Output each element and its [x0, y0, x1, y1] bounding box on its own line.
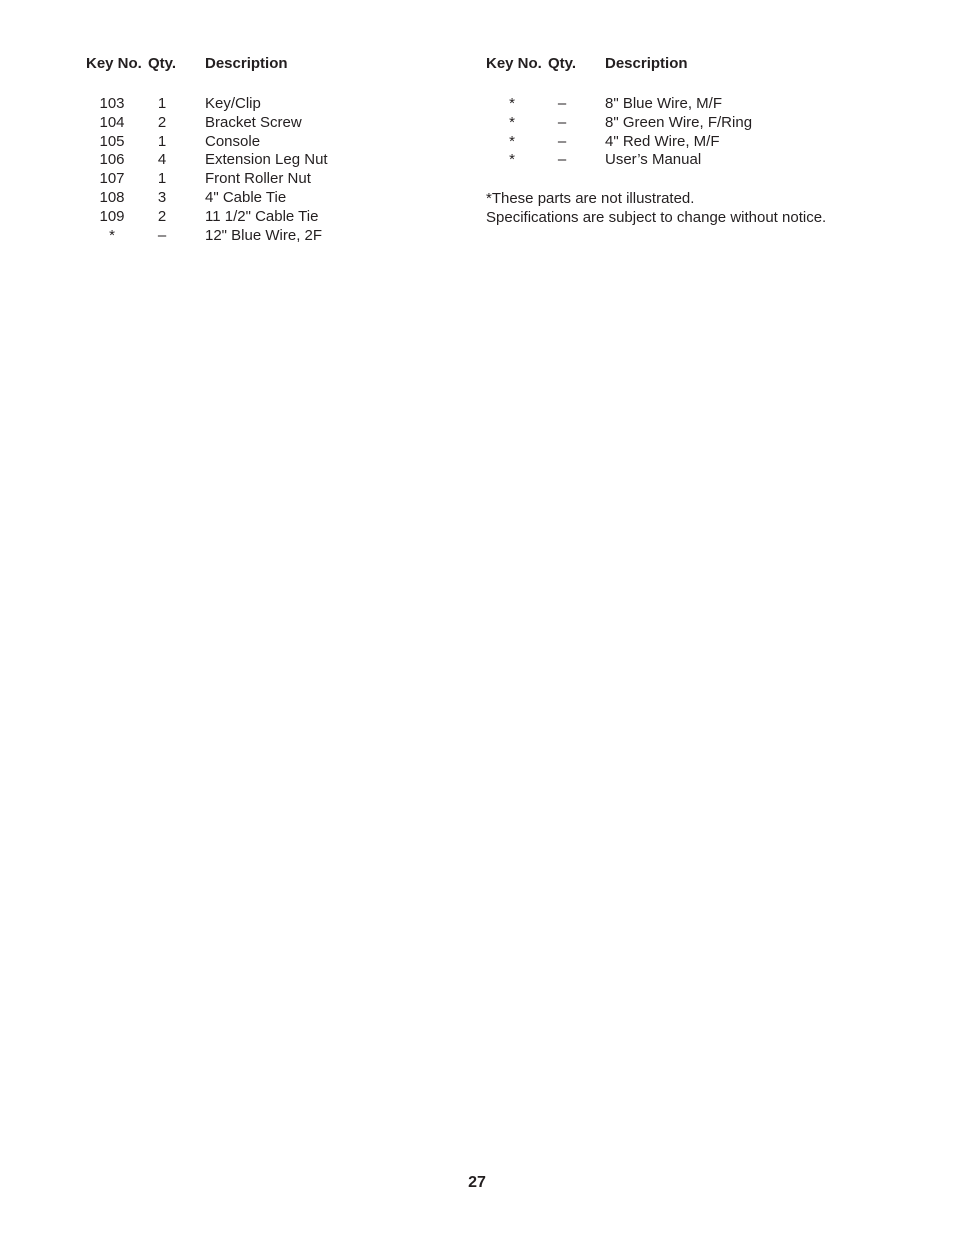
parts-list-right: [486, 54, 906, 227]
header-key-no: Key No.: [86, 55, 142, 72]
part-qty: 1: [157, 95, 167, 112]
part-key: 104: [99, 113, 125, 131]
part-row: [86, 114, 506, 133]
part-row: [86, 151, 506, 170]
header-qty: Qty.: [148, 55, 177, 72]
part-key: 109: [99, 207, 125, 225]
part-description: Bracket Screw: [205, 113, 302, 131]
part-row: [86, 227, 506, 246]
part-description: 4" Red Wire, M/F: [605, 132, 720, 150]
part-description: 12" Blue Wire, 2F: [205, 226, 323, 244]
part-description: Front Roller Nut: [205, 170, 311, 188]
part-row: [86, 133, 506, 152]
part-key: 108: [99, 188, 125, 206]
part-key: *: [509, 132, 515, 150]
part-row: [86, 208, 506, 227]
part-description: 11 1/2" Cable Tie: [205, 207, 319, 225]
part-description: 8" Green Wire, F/Ring: [605, 113, 753, 131]
parts-list-left: [86, 54, 506, 245]
part-row: [86, 95, 506, 114]
part-qty: 1: [157, 132, 167, 150]
part-description: Console: [205, 132, 261, 150]
part-qty: 2: [157, 113, 167, 131]
part-key: *: [509, 113, 515, 131]
part-row: [486, 151, 906, 170]
part-key: 106: [99, 151, 125, 169]
part-row: [86, 170, 506, 189]
part-row: [486, 133, 906, 152]
part-qty: –: [557, 151, 567, 169]
header-qty: Qty.: [548, 55, 577, 72]
part-qty: 2: [157, 207, 167, 225]
part-description: Extension Leg Nut: [205, 151, 328, 169]
part-row: [486, 114, 906, 133]
page-number: 27: [468, 1174, 486, 1191]
part-qty: –: [557, 132, 567, 150]
parts-list-header: [86, 54, 506, 73]
header-key-no: Key No.: [486, 55, 542, 72]
part-key: *: [509, 95, 515, 112]
part-row: [86, 189, 506, 208]
header-description: Description: [605, 55, 688, 72]
part-row: [486, 95, 906, 114]
part-qty: –: [557, 113, 567, 131]
part-key: 105: [99, 132, 125, 150]
specifications-note: Specifications are subject to change without notice.: [486, 209, 827, 227]
part-description: 8" Blue Wire, M/F: [605, 95, 723, 112]
parts-list-header: [486, 54, 906, 73]
part-qty: 1: [157, 170, 167, 188]
header-description: Description: [205, 55, 288, 72]
part-qty: 3: [157, 188, 167, 206]
footnotes: [486, 189, 906, 227]
part-qty: –: [557, 95, 567, 112]
part-description: 4" Cable Tie: [205, 188, 287, 206]
part-key: 103: [99, 95, 125, 112]
part-key: 107: [99, 170, 125, 188]
part-key: *: [509, 151, 515, 169]
part-qty: 4: [157, 151, 167, 169]
part-qty: –: [157, 226, 167, 244]
not-illustrated-note: *These parts are not illustrated.: [486, 190, 695, 208]
part-description: User’s Manual: [605, 151, 702, 169]
part-key: *: [109, 226, 115, 244]
part-description: Key/Clip: [205, 95, 261, 112]
